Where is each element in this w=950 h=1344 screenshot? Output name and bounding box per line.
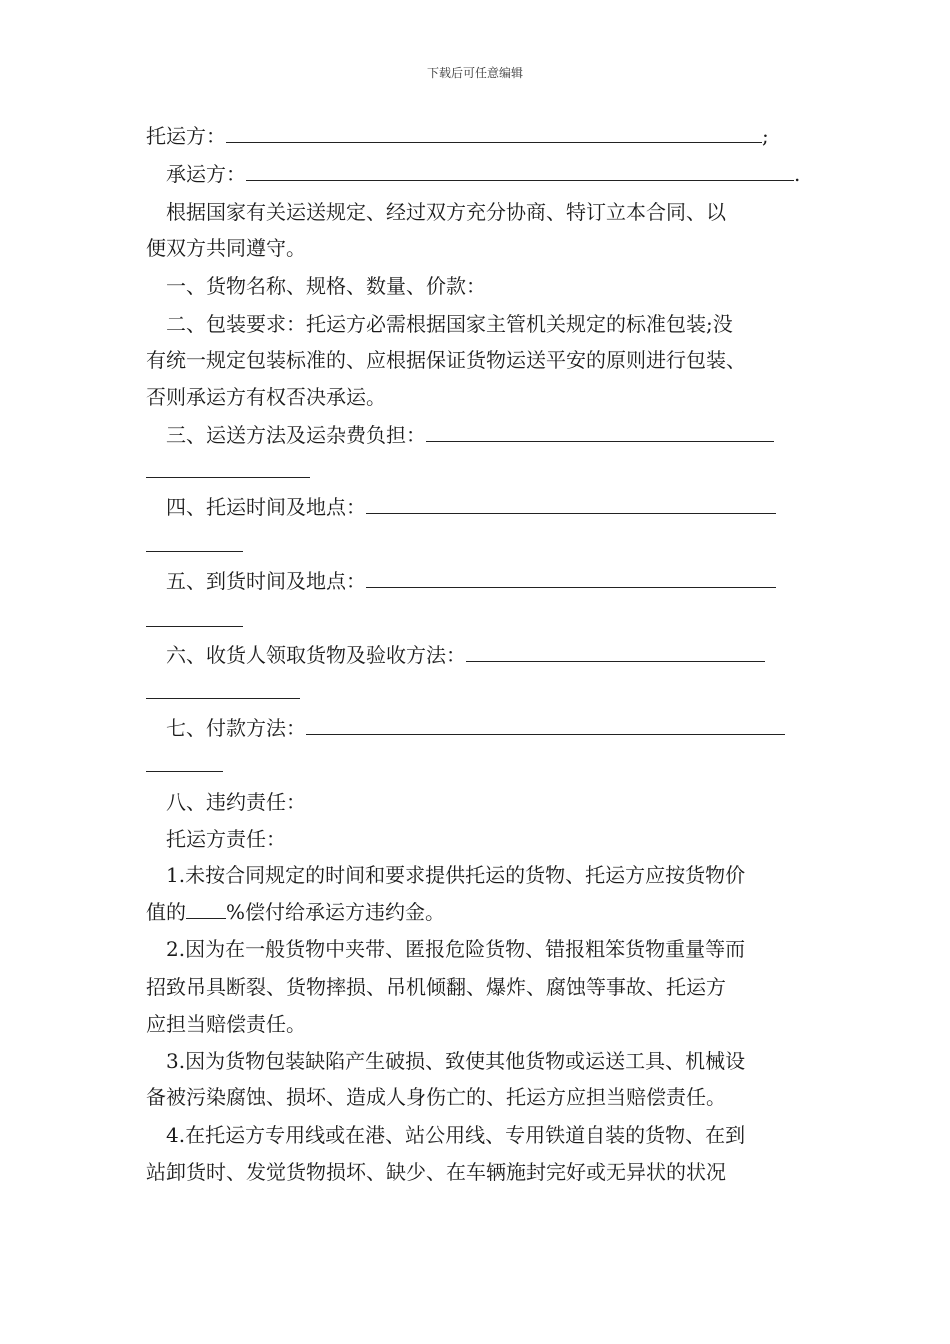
intro-line-1: 根据国家有关运送规定、经过双方充分协商、特订立本合同、以	[166, 200, 726, 224]
section-2-line-2: 有统一规定包装标准的、应根据保证货物运送平安的原则进行包装、	[146, 348, 746, 372]
section-3	[166, 421, 774, 449]
responsibility-1-suffix: %偿付给承运方违约金。	[226, 900, 446, 924]
responsibility-1-prefix: 值的	[146, 900, 186, 924]
responsibility-1-line-1: 1.未按合同规定的时间和要求提供托运的货物、托运方应按货物价	[166, 863, 746, 887]
section-3-blank[interactable]	[426, 421, 774, 442]
section-6	[166, 641, 765, 669]
consignor-line	[146, 122, 769, 150]
responsibility-1-line-2	[146, 898, 445, 926]
penalty-percent-blank[interactable]	[186, 900, 226, 919]
section-8: 八、违约责任：	[166, 790, 306, 814]
carrier-end: .	[794, 162, 801, 186]
section-5-blank[interactable]	[366, 567, 776, 588]
carrier-label: 承运方：	[166, 162, 246, 186]
section-6-blank[interactable]	[466, 641, 765, 662]
section-4	[166, 493, 776, 521]
section-7	[166, 714, 785, 742]
section-4-label: 四、托运时间及地点：	[166, 495, 366, 519]
responsibility-3-line-1: 3.因为货物包装缺陷产生破损、致使其他货物或运送工具、机械设	[166, 1049, 746, 1073]
responsibility-2-line-3: 应担当赔偿责任。	[146, 1012, 306, 1036]
section-4-blank[interactable]	[366, 493, 776, 514]
section-5-label: 五、到货时间及地点：	[166, 569, 366, 593]
consignor-end: ;	[762, 124, 769, 148]
section-5-blank-tail[interactable]	[146, 625, 243, 627]
section-7-blank-tail[interactable]	[146, 770, 223, 772]
responsibility-4-line-2: 站卸货时、发觉货物损坏、缺少、在车辆施封完好或无异状的状况	[146, 1160, 726, 1184]
carrier-blank[interactable]	[246, 160, 794, 181]
consignor-blank[interactable]	[226, 122, 762, 143]
section-4-blank-tail[interactable]	[146, 550, 243, 552]
section-1: 一、货物名称、规格、数量、价款：	[166, 274, 486, 298]
consignor-responsibility-heading: 托运方责任：	[166, 827, 286, 851]
carrier-line	[166, 160, 800, 188]
intro-line-2: 便双方共同遵守。	[146, 236, 306, 260]
section-7-label: 七、付款方法：	[166, 716, 306, 740]
section-5	[166, 567, 776, 595]
section-6-label: 六、收货人领取货物及验收方法：	[166, 643, 466, 667]
responsibility-2-line-2: 招致吊具断裂、货物摔损、吊机倾翻、爆炸、腐蚀等事故、托运方	[146, 975, 726, 999]
section-2-line-1: 二、包装要求：托运方必需根据国家主管机关规定的标准包装;没	[166, 312, 733, 336]
page-header: 下载后可任意编辑	[426, 66, 523, 80]
responsibility-2-line-1: 2.因为在一般货物中夹带、匿报危险货物、错报粗笨货物重量等而	[166, 937, 746, 961]
section-6-blank-tail[interactable]	[146, 697, 300, 699]
responsibility-3-line-2: 备被污染腐蚀、损坏、造成人身伤亡的、托运方应担当赔偿责任。	[146, 1085, 726, 1109]
section-3-blank-tail[interactable]	[146, 476, 310, 478]
consignor-label: 托运方：	[146, 124, 226, 148]
responsibility-4-line-1: 4.在托运方专用线或在港、站公用线、专用铁道自装的货物、在到	[166, 1123, 746, 1147]
section-2-line-3: 否则承运方有权否决承运。	[146, 385, 386, 409]
section-3-label: 三、运送方法及运杂费负担：	[166, 423, 426, 447]
section-7-blank[interactable]	[306, 714, 785, 735]
